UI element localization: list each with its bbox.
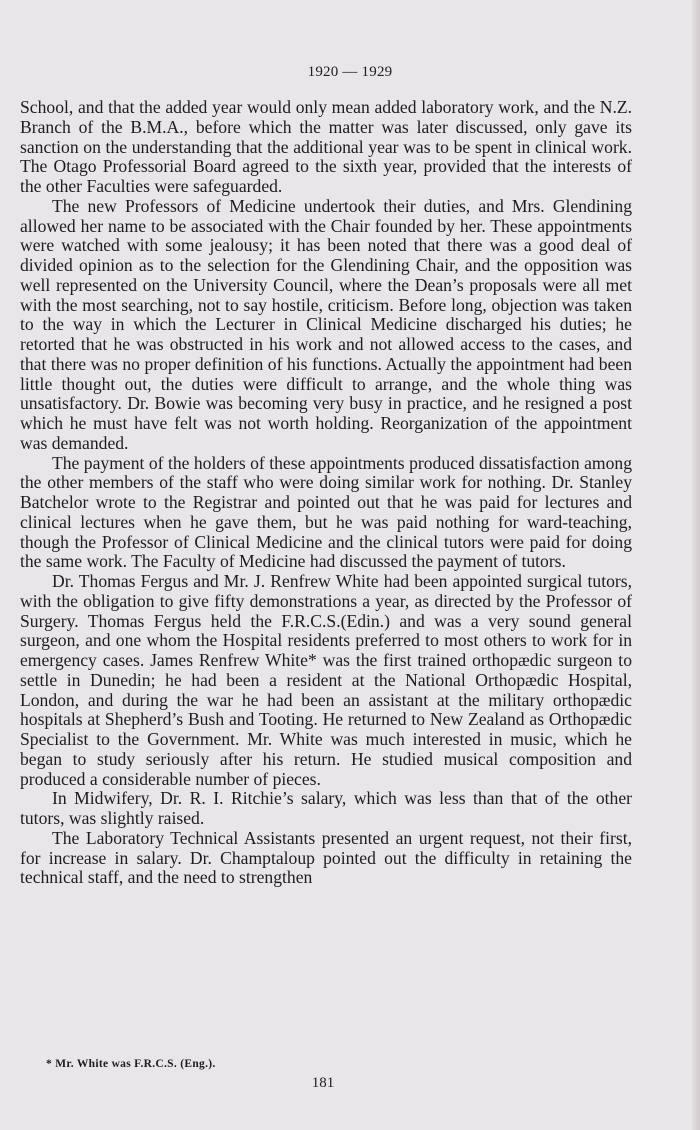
page-edge-shadow: [692, 0, 700, 1130]
paragraph: The Laboratory Technical Assistants presented an urgent request, not their first, for increase in salary. Dr. Champtaloup pointed out the difficulty in retaining the technical staff, and the need to strengthen: [20, 827, 632, 888]
paragraph-continued: School, and that the added year would only mean added laboratory work, and the N.Z. Branch of the B.M.A., before which the matter was later discussed, only gave its sanction on the understanding that the additional year was to be spent in clinical work. The Otago Professorial Board agreed to the sixth year, provided that the interests of the other Faculties were safeguarded.: [20, 97, 632, 196]
footnote: * Mr. White was F.R.C.S. (Eng.).: [46, 1058, 216, 1070]
page-number: 181: [311, 1075, 335, 1091]
paragraph: Dr. Thomas Fergus and Mr. J. Renfrew White had been appointed surgical tutors, with the obligation to give fifty demonstrations a year, as directed by the Professor of Surgery. Thomas Fergus held the F.R.C.S.(Edin.) and was a very sound general surgeon, and one whom the Hospital residents preferred to most others to work for in emergency cases. James Renfrew White* was the first trained orthopædic surgeon to settle in Dunedin; he had been a resident at the National Orthopædic Hospital, London, and during the war he had been an assistant at the military orthopædic hospitals at Shepherd’s Bush and Tooting. He returned to New Zealand as Orthopædic Specialist to the Government. Mr. White was much interested in music, which he began to study seriously after his return. He studied musical composition and produced a considerable number of pieces.: [20, 571, 632, 789]
body-text: [20, 98, 632, 888]
running-head: 1920 — 1929: [307, 64, 393, 80]
paragraph: The new Professors of Medicine undertook their duties, and Mrs. Glendining allowed her name to be associated with the Chair founded by her. These appointments were watched with some jealousy; it has been noted that there was a good deal of divided opinion as to the selection for the Glendining Chair, and the opposition was well represented on the University Council, where the Dean’s proposals were all met with the most searching, not to say hostile, criticism. Before long, objection was taken to the way in which the Lecturer in Clinical Medicine discharged his duties; he retorted that he was obstructed in his work and not allowed access to the cases, and that there was no proper definition of his functions. Actually the appointment had been little thought out, the duties were difficult to arrange, and the whole thing was unsatisfactory. Dr. Bowie was becoming very busy in practice, and he resigned a post which he must have felt was not worth holding. Reorganization of the appointment was demanded.: [20, 195, 632, 453]
paragraph: In Midwifery, Dr. R. I. Ritchie’s salary, which was less than that of the other tutors, was slightly raised.: [20, 788, 632, 828]
paragraph: The payment of the holders of these appointments produced dissatisfaction among the other members of the staff who were doing similar work for nothing. Dr. Stanley Batchelor wrote to the Registrar and pointed out that he was paid for lectures and clinical lectures when he gave them, but he was paid nothing for ward-teaching, though the Professor of Clinical Medicine and the clinical tutors were paid for doing the same work. The Faculty of Medicine had discussed the payment of tutors.: [20, 452, 632, 572]
